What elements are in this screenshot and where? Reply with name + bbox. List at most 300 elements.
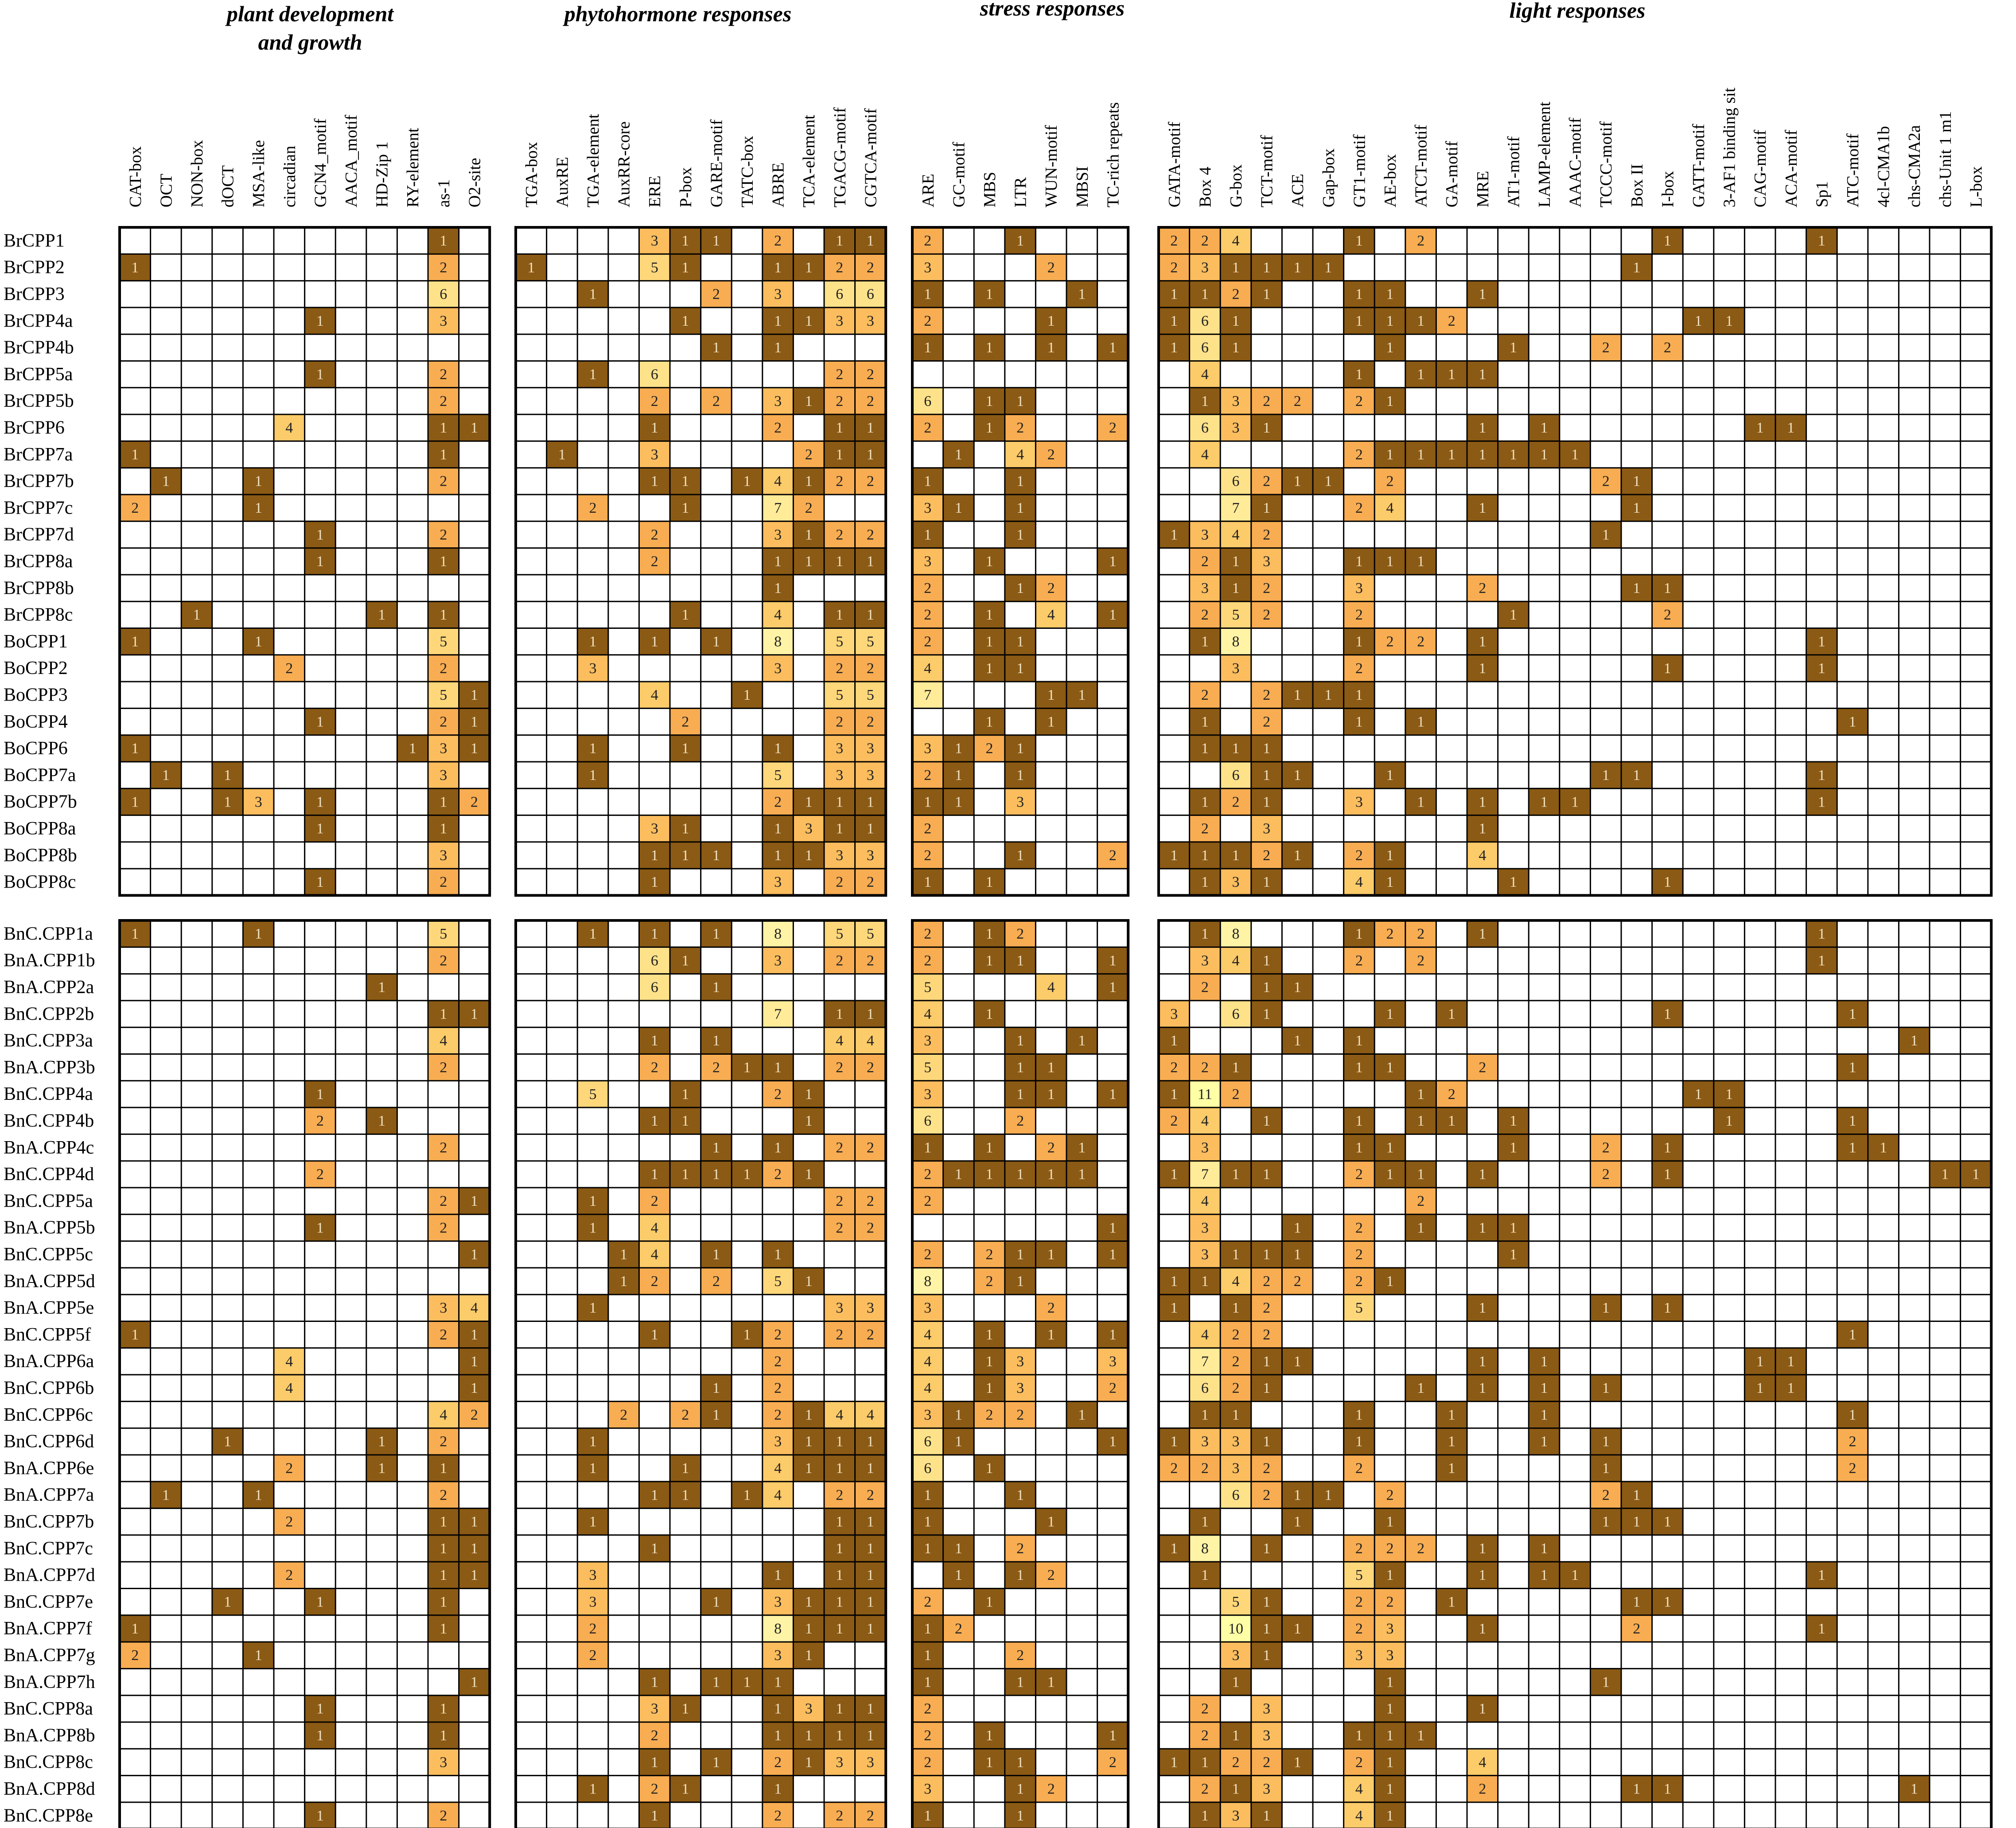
cell-value: 1 [1479, 500, 1487, 517]
column-label: L-box [1967, 166, 1986, 207]
cell-value: 1 [1016, 1487, 1024, 1504]
cell-value: 1 [316, 1700, 324, 1717]
cell-value: 1 [1540, 420, 1548, 437]
cell-value: 1 [470, 740, 478, 757]
cell-value: 1 [650, 926, 658, 943]
cell-value: 5 [866, 633, 874, 650]
cell-value: 2 [1047, 1781, 1055, 1797]
column-label: GT1-motif [1350, 134, 1369, 207]
cell-value: 1 [805, 1727, 813, 1744]
cell-value: 1 [1756, 1380, 1764, 1397]
row-label: BnA.CPP7d [4, 1565, 95, 1586]
column-label: ATCT-motif [1412, 125, 1431, 207]
cell-value: 1 [1232, 1059, 1240, 1076]
cell-value: 1 [1787, 420, 1795, 437]
cell-value: 1 [924, 526, 932, 543]
cell-value: 11 [1198, 1086, 1212, 1103]
cell-value: 2 [1386, 1594, 1394, 1610]
cell-value: 1 [774, 1567, 782, 1584]
cell-value: 1 [470, 713, 478, 730]
cell-value: 1 [1355, 312, 1363, 329]
cell-value: 1 [866, 1567, 874, 1584]
cell-value: 2 [589, 500, 597, 517]
cell-value: 1 [954, 794, 962, 811]
cell-value: 2 [1355, 1620, 1363, 1637]
cell-value: 1 [1293, 1353, 1301, 1370]
cell-value: 1 [836, 233, 844, 249]
column-label: ERE [646, 175, 665, 207]
cell-value: 1 [1016, 1754, 1024, 1771]
cell-value: 2 [1263, 687, 1271, 704]
cell-value: 4 [1355, 1807, 1363, 1824]
cell-value: 1 [985, 1754, 993, 1771]
cell-value: 1 [681, 473, 689, 490]
cell-value: 1 [866, 233, 874, 249]
cell-value: 1 [1509, 1220, 1517, 1236]
cell-value: 4 [1232, 952, 1240, 969]
cell-value: 2 [1047, 1139, 1055, 1156]
cell-value: 5 [650, 259, 658, 276]
cell-value: 1 [954, 1433, 962, 1450]
cell-value: 3 [924, 740, 932, 757]
row-label: BnC.CPP3a [4, 1030, 93, 1051]
column-label: TCCC-motif [1597, 121, 1616, 207]
cell-value: 1 [1417, 446, 1425, 463]
cell-value: 1 [805, 1647, 813, 1664]
cell-value: 3 [1016, 1353, 1024, 1370]
row-label: BnC.CPP5a [4, 1191, 93, 1212]
cell-value: 3 [1232, 1647, 1240, 1664]
column-label: G-box [1227, 164, 1245, 207]
cell-value: 1 [836, 1700, 844, 1717]
cell-value: 2 [774, 1407, 782, 1423]
cell-value: 2 [774, 1326, 782, 1343]
cell-value: 1 [650, 1113, 658, 1130]
cell-value: 1 [131, 259, 139, 276]
column-label: TC-rich repeats [1104, 102, 1123, 207]
cell-value: 1 [1232, 1166, 1240, 1183]
cell-value: 1 [1263, 1807, 1271, 1824]
cell-value: 1 [924, 1620, 932, 1637]
cell-value: 1 [712, 1407, 720, 1423]
cell-value: 2 [440, 1433, 448, 1450]
cell-value: 1 [1633, 473, 1641, 490]
cell-value: 7 [1201, 1353, 1209, 1370]
cell-value: 3 [805, 1700, 813, 1717]
cell-value: 2 [774, 1086, 782, 1103]
cell-value: 1 [1633, 500, 1641, 517]
cell-value: 2 [866, 366, 874, 383]
cell-value: 1 [1540, 1567, 1548, 1584]
cell-value: 2 [985, 1246, 993, 1263]
cell-value: 2 [985, 1407, 993, 1423]
cell-value: 3 [1201, 526, 1209, 543]
cell-value: 2 [1263, 526, 1271, 543]
cell-value: 2 [440, 1193, 448, 1210]
cell-value: 1 [224, 794, 232, 811]
row-label: BnA.CPP7g [4, 1645, 95, 1666]
cell-value: 1 [712, 339, 720, 356]
cell-value: 1 [836, 820, 844, 837]
cell-value: 2 [1232, 794, 1240, 811]
cell-value: 1 [1941, 1166, 1949, 1183]
cell-value: 1 [1448, 366, 1456, 383]
cell-value: 4 [866, 1033, 874, 1049]
cell-value: 4 [1386, 500, 1394, 517]
cell-value: 1 [620, 1273, 628, 1290]
cell-value: 1 [836, 553, 844, 570]
cell-value: 5 [774, 767, 782, 784]
cell-value: 1 [470, 1326, 478, 1343]
cell-value: 1 [1880, 1139, 1888, 1156]
cell-value: 1 [805, 312, 813, 329]
cell-value: 1 [1201, 847, 1209, 864]
cell-value: 1 [1016, 1086, 1024, 1103]
cell-value: 1 [1263, 767, 1271, 784]
column-label: TCT-motif [1257, 135, 1277, 207]
cell-value: 2 [1386, 1487, 1394, 1504]
cell-value: 1 [985, 1353, 993, 1370]
cell-value: 1 [1910, 1033, 1918, 1049]
cell-value: 1 [774, 580, 782, 596]
cell-value: 1 [866, 1620, 874, 1637]
cell-value: 3 [1263, 553, 1271, 570]
row-label: BrCPP5b [4, 391, 74, 412]
cell-value: 1 [1016, 233, 1024, 249]
category-title-stress: stress responses [980, 0, 1125, 20]
cell-value: 2 [924, 1193, 932, 1210]
cell-value: 2 [440, 874, 448, 891]
cell-value: 2 [440, 366, 448, 383]
column-label: CAT-box [126, 146, 145, 207]
cell-value: 2 [836, 1139, 844, 1156]
cell-value: 1 [1109, 339, 1117, 356]
cell-value: 2 [924, 1246, 932, 1263]
cell-value: 1 [743, 1487, 751, 1504]
cell-value: 1 [1201, 1513, 1209, 1530]
cell-value: 2 [1355, 393, 1363, 409]
cell-value: 1 [1571, 794, 1579, 811]
cell-value: 1 [589, 1193, 597, 1210]
cell-value: 1 [1016, 952, 1024, 969]
cell-value: 4 [1047, 607, 1055, 624]
cell-value: 2 [866, 1807, 874, 1824]
cell-value: 6 [650, 979, 658, 996]
cell-value: 1 [650, 874, 658, 891]
cell-value: 1 [866, 1700, 874, 1717]
cell-value: 1 [378, 1460, 386, 1477]
row-label: BnA.CPP4c [4, 1137, 94, 1158]
cell-value: 1 [1201, 633, 1209, 650]
cell-value: 1 [1016, 1246, 1024, 1263]
cell-value: 6 [836, 286, 844, 303]
cell-value: 1 [1386, 1754, 1394, 1771]
cell-value: 1 [1818, 1620, 1825, 1637]
column-label: circadian [280, 145, 299, 207]
cell-value: 2 [774, 1353, 782, 1370]
cell-value: 2 [866, 526, 874, 543]
cell-value: 1 [1201, 794, 1209, 811]
cell-value: 1 [1016, 767, 1024, 784]
cell-value: 3 [774, 393, 782, 409]
cell-value: 4 [1016, 446, 1024, 463]
cell-value: 1 [1725, 1113, 1733, 1130]
cell-value: 1 [1263, 1540, 1271, 1557]
cell-value: 1 [805, 553, 813, 570]
cell-value: 2 [866, 874, 874, 891]
cell-value: 2 [954, 1620, 962, 1637]
cell-value: 2 [924, 767, 932, 784]
cell-value: 1 [1263, 1380, 1271, 1397]
cell-value: 2 [1602, 339, 1610, 356]
cell-value: 2 [1293, 1273, 1301, 1290]
cell-value: 2 [774, 1807, 782, 1824]
cell-value: 4 [774, 473, 782, 490]
cell-value: 1 [1479, 286, 1487, 303]
cell-value: 1 [1016, 740, 1024, 757]
cell-value: 4 [440, 1407, 448, 1423]
row-label: BnA.CPP7a [4, 1485, 94, 1505]
cell-value: 2 [774, 1380, 782, 1397]
cell-value: 1 [1232, 740, 1240, 757]
row-label: BnC.CPP4d [4, 1164, 94, 1185]
cell-value: 5 [1355, 1567, 1363, 1584]
cell-value: 1 [954, 1567, 962, 1584]
cell-value: 1 [1540, 446, 1548, 463]
cell-value: 1 [681, 740, 689, 757]
column-label: LTR [1011, 177, 1030, 207]
row-label: BoCPP1 [4, 631, 68, 652]
cell-value: 1 [1109, 979, 1117, 996]
column-label: ACA-motif [1782, 129, 1801, 207]
cell-value: 6 [924, 1113, 932, 1130]
cell-value: 1 [1448, 1433, 1456, 1450]
cell-value: 3 [924, 1033, 932, 1049]
cell-value: 1 [1386, 393, 1394, 409]
cell-value: 3 [1263, 1727, 1271, 1744]
cell-value: 3 [440, 1754, 448, 1771]
cell-value: 1 [1663, 874, 1671, 891]
cell-value: 3 [836, 312, 844, 329]
cell-value: 2 [836, 366, 844, 383]
cell-value: 3 [836, 847, 844, 864]
cell-value: 2 [836, 526, 844, 543]
cell-value: 1 [1355, 1139, 1363, 1156]
cell-value: 4 [1479, 847, 1487, 864]
cell-value: 3 [650, 233, 658, 249]
cell-value: 3 [1201, 1139, 1209, 1156]
cell-value: 1 [1479, 1353, 1487, 1370]
column-label: GATT-motif [1689, 124, 1708, 207]
cell-value: 1 [954, 767, 962, 784]
cell-value: 1 [924, 339, 932, 356]
cell-value: 1 [712, 979, 720, 996]
cell-value: 1 [650, 1674, 658, 1691]
cell-value: 1 [1417, 1220, 1425, 1236]
cell-value: 1 [1355, 286, 1363, 303]
cell-value: 2 [1355, 1166, 1363, 1183]
cell-value: 1 [440, 1460, 448, 1477]
cell-value: 4 [285, 1353, 293, 1370]
cell-value: 1 [1540, 1407, 1548, 1423]
column-label: AACA_motif [342, 115, 361, 207]
cell-value: 6 [1201, 312, 1209, 329]
cell-value: 3 [924, 500, 932, 517]
cell-value: 1 [1479, 1166, 1487, 1183]
cell-value: 1 [954, 1166, 962, 1183]
cell-value: 1 [1109, 1326, 1117, 1343]
row-label: BrCPP4a [4, 311, 73, 331]
cell-value: 1 [1818, 233, 1825, 249]
cell-value: 2 [1201, 820, 1209, 837]
cell-value: 1 [836, 1620, 844, 1637]
cell-value: 1 [1170, 1300, 1178, 1317]
cell-value: 2 [1663, 339, 1671, 356]
cell-value: 1 [1602, 767, 1610, 784]
cell-value: 1 [1293, 979, 1301, 996]
cell-value: 3 [1263, 1781, 1271, 1797]
cell-value: 1 [1386, 1166, 1394, 1183]
cell-value: 1 [1047, 1674, 1055, 1691]
cell-value: 1 [774, 740, 782, 757]
cell-value: 1 [1663, 1594, 1671, 1610]
cell-value: 2 [1263, 1754, 1271, 1771]
cell-value: 1 [681, 233, 689, 249]
cell-value: 2 [1047, 1300, 1055, 1317]
cell-value: 1 [1386, 1273, 1394, 1290]
cell-value: 2 [589, 1620, 597, 1637]
cell-value: 1 [1849, 713, 1856, 730]
cell-value: 2 [1602, 1139, 1610, 1156]
cell-value: 5 [1232, 1594, 1240, 1610]
cell-value: 1 [1509, 1139, 1517, 1156]
cell-value: 1 [1355, 1033, 1363, 1049]
cell-value: 1 [866, 820, 874, 837]
cell-value: 1 [774, 820, 782, 837]
cell-value: 1 [1201, 1273, 1209, 1290]
row-label: BrCPP8b [4, 578, 74, 599]
cell-value: 1 [1170, 1540, 1178, 1557]
cell-value: 1 [1109, 607, 1117, 624]
cell-value: 1 [1016, 473, 1024, 490]
cell-value: 1 [985, 393, 993, 409]
column-label: chs-Unit 1 m1 [1936, 111, 1955, 207]
column-label: I-box [1658, 171, 1677, 207]
cell-value: 8 [1232, 926, 1240, 943]
cell-value: 1 [1386, 1139, 1394, 1156]
cell-value: 1 [589, 1460, 597, 1477]
row-label: BnC.CPP8c [4, 1752, 93, 1773]
cell-value: 2 [1232, 1754, 1240, 1771]
cell-value: 1 [1633, 580, 1641, 596]
cell-value: 1 [1663, 1513, 1671, 1530]
cell-value: 1 [774, 259, 782, 276]
cell-value: 1 [1324, 473, 1332, 490]
cell-value: 1 [836, 607, 844, 624]
cell-value: 1 [589, 633, 597, 650]
cell-value: 2 [1849, 1460, 1856, 1477]
cell-value: 1 [470, 1513, 478, 1530]
cell-value: 1 [1201, 926, 1209, 943]
cell-value: 2 [1109, 1754, 1117, 1771]
cell-value: 1 [316, 1220, 324, 1236]
cell-value: 1 [316, 1086, 324, 1103]
cell-value: 1 [1386, 1513, 1394, 1530]
column-label: dOCT [218, 165, 237, 207]
cell-value: 2 [131, 1647, 139, 1664]
cell-value: 1 [1479, 446, 1487, 463]
cell-value: 3 [866, 1754, 874, 1771]
column-label: TATC-box [738, 136, 757, 207]
cell-value: 3 [589, 1567, 597, 1584]
cell-value: 1 [836, 1006, 844, 1022]
cell-value: 1 [1479, 1567, 1487, 1584]
cell-value: 2 [866, 660, 874, 677]
cell-value: 1 [1725, 1086, 1733, 1103]
cell-value: 1 [1355, 1727, 1363, 1744]
cell-value: 2 [620, 1407, 628, 1423]
cell-value: 2 [681, 1407, 689, 1423]
cell-value: 1 [1633, 767, 1641, 784]
cell-value: 1 [924, 1807, 932, 1824]
cell-value: 1 [470, 1567, 478, 1584]
cell-value: 1 [1479, 1700, 1487, 1717]
cell-value: 1 [1016, 1273, 1024, 1290]
cell-value: 1 [985, 553, 993, 570]
cell-value: 2 [1016, 1540, 1024, 1557]
cell-value: 1 [681, 259, 689, 276]
cell-value: 3 [1201, 952, 1209, 969]
cell-value: 2 [440, 1326, 448, 1343]
cell-value: 1 [985, 1166, 993, 1183]
cell-value: 3 [924, 1086, 932, 1103]
row-label: BrCPP3 [4, 284, 65, 305]
cell-value: 2 [1386, 633, 1394, 650]
cell-value: 3 [1201, 1220, 1209, 1236]
cell-value: 1 [805, 1620, 813, 1637]
cell-value: 2 [1633, 1620, 1641, 1637]
cell-value: 2 [1479, 1781, 1487, 1797]
cell-value: 1 [1417, 1166, 1425, 1183]
cell-value: 1 [1047, 339, 1055, 356]
cell-value: 2 [805, 500, 813, 517]
row-label: BnA.CPP7f [4, 1618, 92, 1639]
cell-value: 1 [440, 233, 448, 249]
category-title-development: plant development and growth [226, 1, 394, 55]
cell-value: 4 [774, 1487, 782, 1504]
cell-value: 1 [743, 687, 751, 704]
row-label: BrCPP1 [4, 230, 65, 251]
cell-value: 6 [1201, 1380, 1209, 1397]
cell-value: 1 [1201, 740, 1209, 757]
cell-value: 1 [712, 1139, 720, 1156]
cell-value: 6 [924, 1460, 932, 1477]
row-label: BnA.CPP5e [4, 1298, 94, 1318]
cell-value: 1 [1417, 1113, 1425, 1130]
cell-value: 4 [1201, 366, 1209, 383]
cell-value: 2 [866, 393, 874, 409]
cell-value: 1 [1232, 259, 1240, 276]
cell-value: 2 [440, 1139, 448, 1156]
cell-value: 1 [1201, 286, 1209, 303]
cell-value: 1 [1355, 553, 1363, 570]
cell-value: 6 [1232, 767, 1240, 784]
row-label: BnC.CPP6b [4, 1378, 94, 1399]
cell-value: 1 [924, 1139, 932, 1156]
cell-value: 3 [866, 740, 874, 757]
cell-value: 1 [681, 952, 689, 969]
cell-value: 1 [254, 633, 262, 650]
